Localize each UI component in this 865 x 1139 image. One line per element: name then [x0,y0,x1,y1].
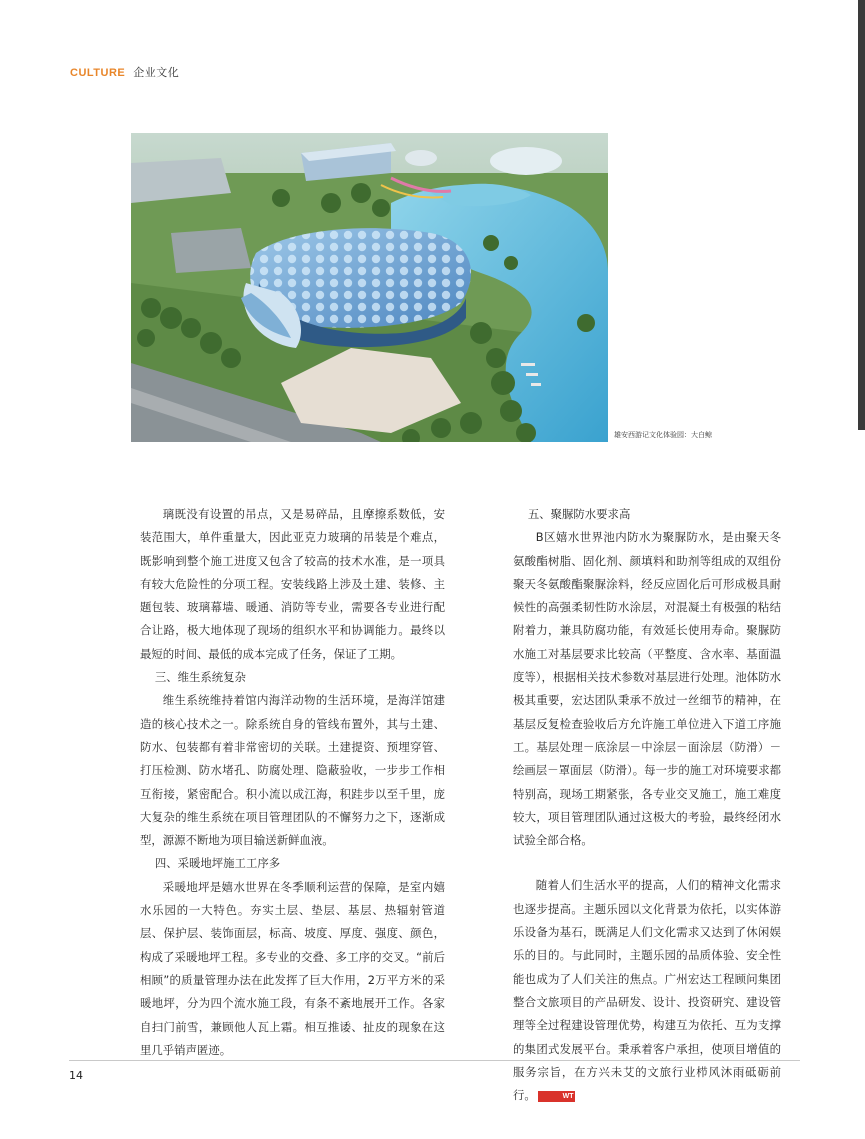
closing-paragraph-text: 随着人们生活水平的提高，人们的精神文化需求也逐步提高。主题乐园以文化背景为依托，以实体游乐设备为基石，既满足人们文化需求又达到了休闲娱乐的目的。与此同时，主题乐园的品质体验、安全性能也成为了人们关注的焦点。广州宏达工程顾问集团整合文旅项目的产品研发、设计、投资研究、建设管理等全过程建设管理优势，构建互为依托、互为支撑的集团式发展平台。秉承着客户承担，使项目增值的服务宗旨，在方兴未艾的文旅行业栉风沐雨砥砺前行。 [513,878,781,1103]
paragraph: 采暖地坪是嬉水世界在冬季顺利运营的保障，是室内嬉水乐园的一大特色。夯实土层、垫层、基层、热辐射管道层、保护层、装饰面层，标高、坡度、厚度、强度、颜色，构成了采暖地坪工程。多专业的交叠、多工序的交叉。“前后相顾”的质量管理办法在此发挥了巨大作用，2万平方米的采暖地坪，分为四个流水施工段，有条不紊地展开工作。各家自扫门前雪，兼顾他人瓦上霜。相互推诿、扯皮的现象在这里几乎销声匿迹。 [140,879,445,1057]
end-mark-badge: WT [538,1091,576,1102]
paragraph: B区嬉水世界池内防水为聚脲防水，是由聚天冬氨酸酯树脂、固化剂、颜填料和助剂等组成的双组份聚天冬氨酸酯聚脲涂料，经反应固化后可形成极具耐候性的高强柔韧性防水涂层，对混凝土有极强的粘结附着力，兼具防腐功能，有效延长使用寿命。聚脲防水施工对基层要求比较高（平整度、含水率、基面温度等），根据相关技术参数对基层进行处理。池体防水极其重要，宏达团队秉承不放过一丝细节的精神，在基层反复检查验收后方允许施工单位进入下道工序施工。基层处理－底涂层－中涂层－面涂层（防滑）－绘画层－罩面层（防滑）。每一步的施工对环境要求都特别高，现场工期紧张，各专业交叉施工，施工难度较大，项目管理团队通过这极大的考验，最终经闭水试验全部合格。 [513,530,781,848]
aerial-rendering-photo [131,133,608,442]
page-number: 14 [69,1069,83,1082]
paragraph: 璃既没有设置的吊点，又是易碎品，且摩擦系数低，安装范围大，单件重量大，因此亚克力玻璃的吊装是个难点，既影响到整个施工进度又包含了较高的技术水准，是一项具有较大危险性的分项工程。安装线路上涉及土建、装修、主题包装、玻璃幕墙、暖通、消防等专业，需要各专业进行配合让路，极大地体现了现场的组织水平和协调能力。最终以最短的时间、最低的成本完成了任务，保证了工期。 [140,507,445,661]
section-header-en: CULTURE [70,67,126,79]
photo-caption: 雄安西游记文化体验园：大白鲸 [614,431,712,439]
section-header [70,64,179,80]
paragraph: 维生系统维持着馆内海洋动物的生活环境，是海洋馆建造的核心技术之一。除系统自身的管线布置外，其与土建、防水、包装都有着非常密切的关联。土建提资、预埋穿管、打压检测、防水堵孔、防腐处理、隐蔽验收，一步步工作相互衔接，紧密配合。积小流以成江海，积跬步以至千里，庞大复杂的维生系统在项目管理团队的不懈努力之下，逐渐成型，源源不断地为项目输送新鲜血液。 [140,693,445,848]
section-heading: 五、聚脲防水要求高 [527,507,631,521]
article-left-column [140,503,445,1062]
closing-paragraph [513,874,781,1107]
section-heading: 四、采暖地坪施工工序多 [154,856,281,871]
article-right-column [513,503,781,1107]
section-header-zh: 企业文化 [133,66,180,79]
section-heading: 三、维生系统复杂 [154,670,246,685]
theme-park-aerial-illustration [131,133,608,442]
page-edge-shadow [858,0,865,430]
footer-divider [69,1060,800,1061]
